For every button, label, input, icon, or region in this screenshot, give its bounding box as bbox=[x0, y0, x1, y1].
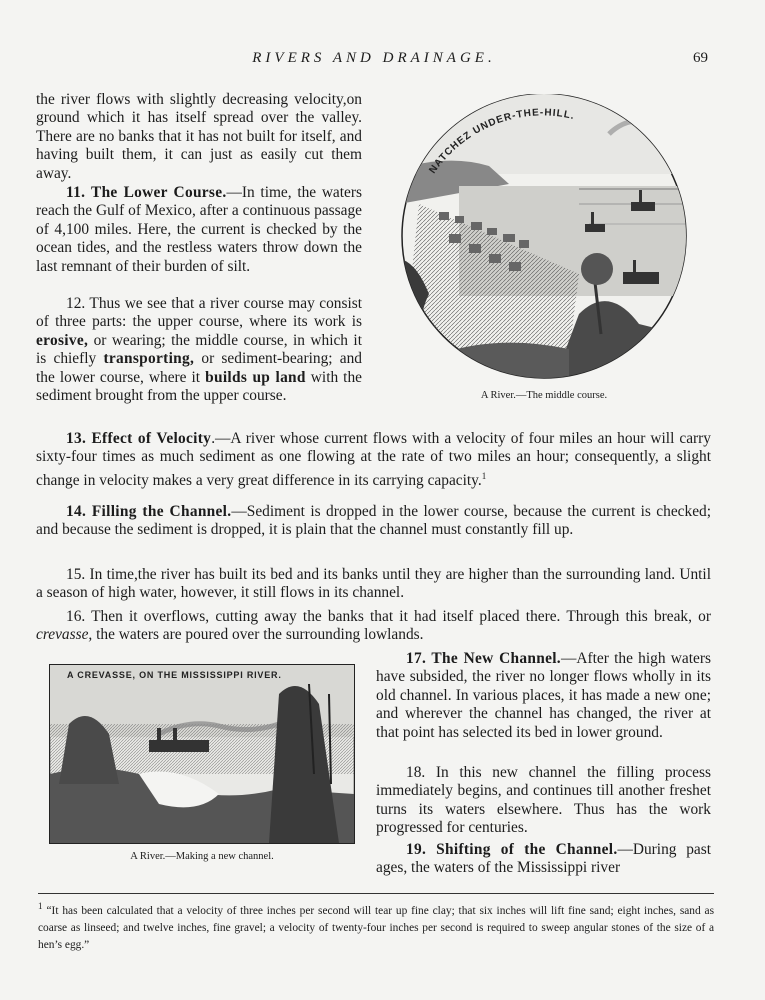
section-heading: 11. The Lower Course. bbox=[66, 184, 227, 201]
figure-caption: A River.—The middle course. bbox=[480, 390, 608, 401]
paragraph-18 bbox=[376, 764, 711, 838]
paragraph-continued bbox=[36, 91, 362, 183]
figure-crevasse bbox=[49, 664, 355, 860]
section-heading: 13. Effect of Velocity bbox=[66, 430, 212, 447]
footnote-ref[interactable]: 1 bbox=[481, 470, 487, 481]
footnote-mark: 1 bbox=[38, 901, 43, 911]
paragraph-text: 15. In time,the river has built its bed and its banks until they are higher than the surrounding land. Until a season of high water, however, it still flows in its channel. bbox=[36, 566, 711, 602]
footnote bbox=[38, 898, 714, 954]
paragraph-text: the river flows with slightly decreasing velocity,on ground which it has itself spread over the valley. There are no banks that it has not built for itself, and having built them, it can just as easily cut them away. bbox=[36, 91, 362, 182]
engraving-title: NATCHEZ UNDER-THE-HILL. bbox=[427, 107, 576, 176]
paragraph-19 bbox=[376, 841, 711, 878]
paragraph-text: or wearing; the middle course, in which it is chiefly bbox=[36, 331, 362, 368]
paragraph-text: or sediment-bearing; and the lower course, where it bbox=[36, 350, 362, 386]
paragraph-text: —Sediment is dropped in the lower course, because the current is checked; and because the sediment is dropped, it is plain that the channel must constantly fill up. bbox=[36, 503, 711, 539]
figure-natchez bbox=[379, 94, 709, 406]
footnote-text: “It has been calculated that a velocity of three inches per second will tear up fine clay; that six inches will lift fine sand; eight inches, sand as coarse as linseed; and twelve inches, fine gravel; a velocity of twenty-four inches per second is required to sweep angular stones of the size of a hen’s egg.” bbox=[38, 904, 714, 951]
italic-term: crevasse, bbox=[36, 626, 93, 644]
figure-caption: A River.—Making a new channel. bbox=[130, 851, 274, 862]
paragraph-text: 12. Thus we see that a river course may consist of three parts: the upper course, where its work is bbox=[36, 295, 362, 331]
paragraph-15 bbox=[36, 566, 711, 603]
paragraph-13 bbox=[36, 430, 711, 490]
paragraph-text: —After the high waters have subsided, the river no longer flows wholly in its old channel. In various places, it has made a new one; and wherever the channel has changed, the river at that point has selected its bed in lower ground. bbox=[376, 650, 711, 741]
paragraph-text: .—A river whose current flows with a velocity of four miles an hour will carry sixty-four times as much sediment as one flowing at the rate of two miles an hour; consequently, a slight change in velocity makes a very great difference in its carrying capacity. bbox=[36, 430, 711, 489]
paragraph-14 bbox=[36, 503, 711, 540]
paragraph-text: 18. In this new channel the filling process immediately begins, and continues till another freshet turns its waters elsewhere. Thus has the work progressed for centuries. bbox=[376, 764, 711, 837]
bold-term: builds up land bbox=[205, 368, 306, 386]
paragraph-text: —During past ages, the waters of the Mississippi river bbox=[376, 841, 711, 877]
paragraph-text: —In time, the waters reach the Gulf of Mexico, after a continuous passage of 4,100 miles. Here, the current is checked by the ocean tides, and the restless waters throw down the last remnant of their burden of silt. bbox=[36, 184, 362, 275]
section-heading: 14. Filling the Channel. bbox=[66, 503, 232, 520]
page-header bbox=[38, 50, 710, 72]
paragraph-text: 16. Then it overflows, cutting away the banks that it had itself placed there. Through this break, or bbox=[66, 608, 711, 625]
engraving-crevasse bbox=[49, 664, 355, 844]
paragraph-17 bbox=[376, 650, 711, 742]
bold-term: transporting, bbox=[103, 350, 195, 368]
paragraph-16 bbox=[36, 608, 711, 645]
paragraph-12 bbox=[36, 295, 362, 405]
running-head: RIVERS AND DRAINAGE. bbox=[252, 50, 496, 66]
footnote-divider bbox=[38, 893, 714, 894]
page-number: 69 bbox=[693, 50, 708, 66]
paragraph-11 bbox=[36, 184, 362, 276]
bold-term: erosive, bbox=[36, 331, 89, 349]
paragraph-text: with the sediment brought from the upper course. bbox=[36, 368, 362, 405]
section-heading: 17. The New Channel. bbox=[406, 650, 561, 667]
engraving-title: A CREVASSE, ON THE MISSISSIPPI RIVER. bbox=[67, 670, 282, 680]
engraving-natchez bbox=[379, 94, 709, 406]
paragraph-text: the waters are poured over the surrounding lowlands. bbox=[92, 626, 424, 644]
section-heading: 19. Shifting of the Channel. bbox=[406, 841, 618, 858]
